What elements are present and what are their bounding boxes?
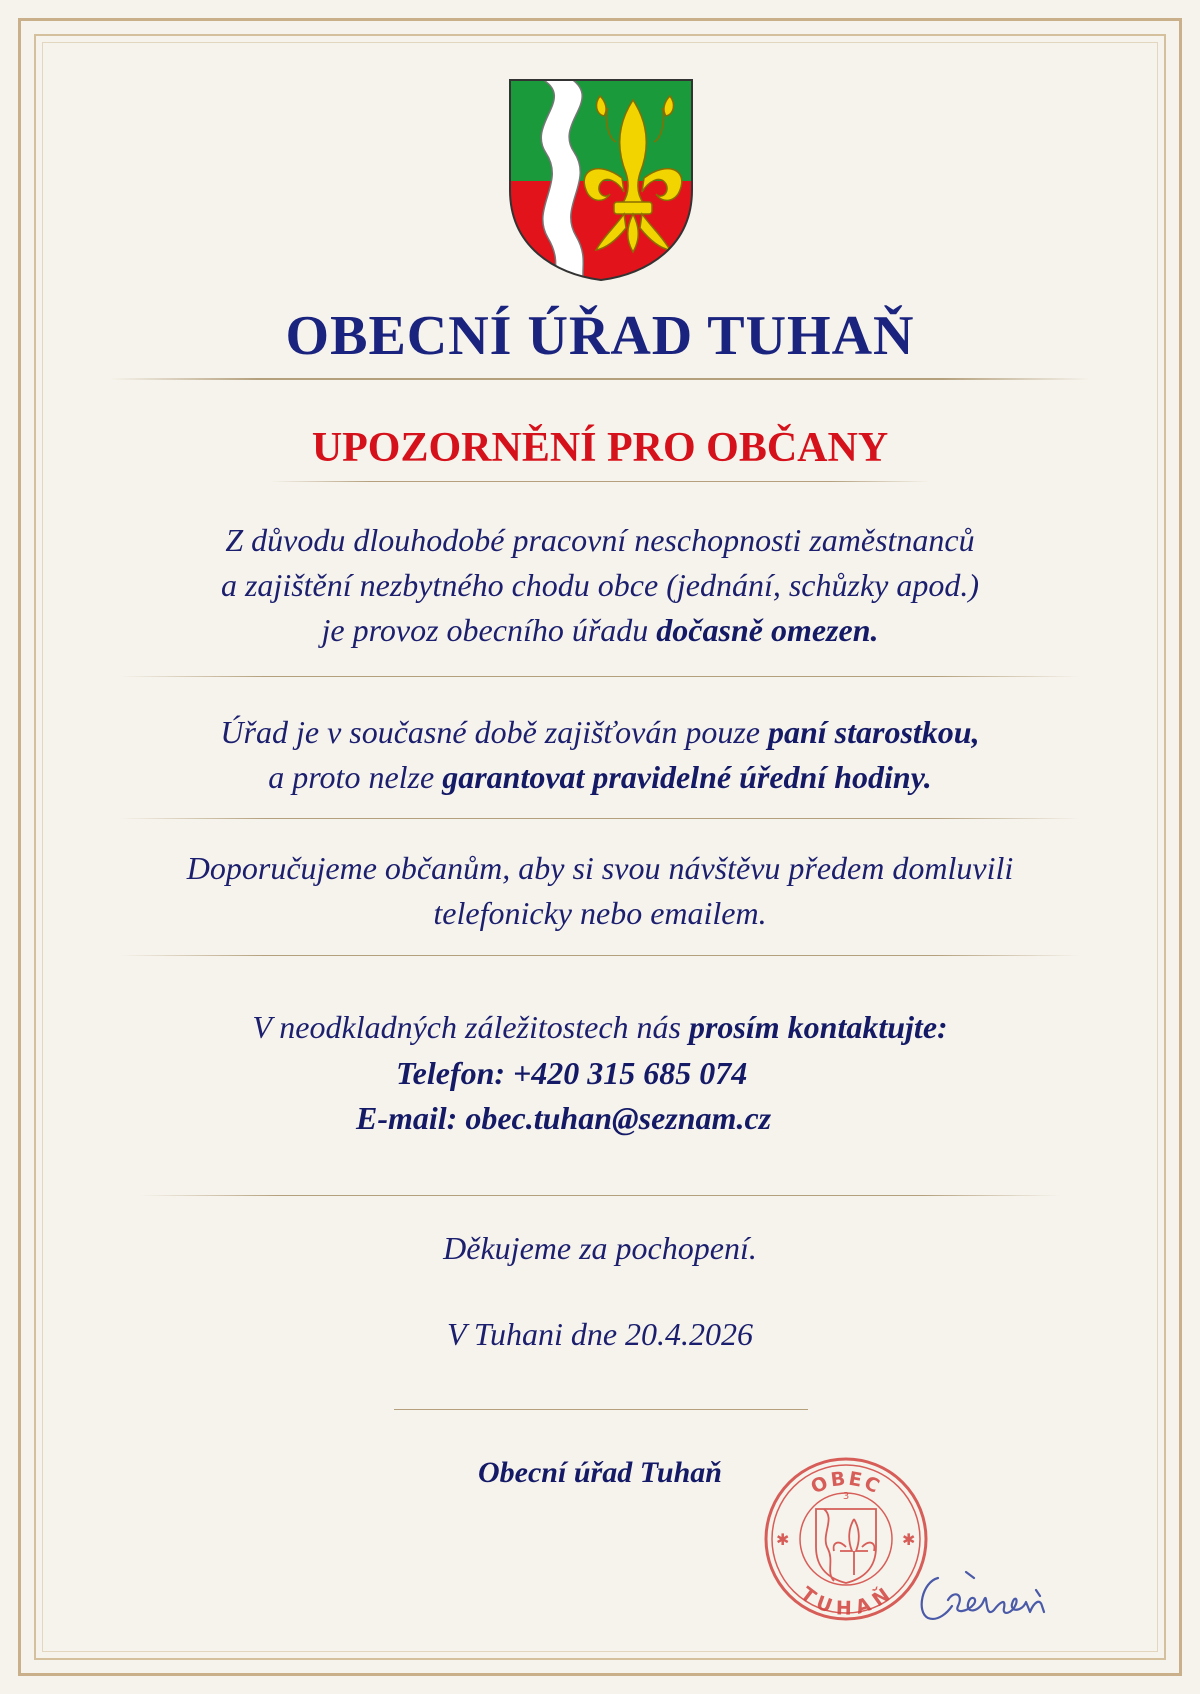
contact-phone[interactable]: Telefon: +420 315 685 074 [396,1055,748,1091]
thanks-text: Děkujeme za pochopení. [443,1230,757,1266]
paragraph1-line2: a zajištění nezbytného chodu obce (jednání, schůzky apod.) [220,567,980,603]
divider-6 [140,1195,1060,1196]
place-date-text: V Tuhani dne 20.4.2026 [446,1316,754,1352]
signatory-name: Obecní úřad Tuhaň [478,1456,722,1489]
divider-5 [120,955,1080,956]
divider-3 [120,676,1080,677]
paragraph-reduced-operation [0,518,1200,653]
contact-intro: V neodkladných záležitostech nás prosím kontaktujte: [252,1009,948,1045]
coat-of-arms-icon [508,78,694,282]
paragraph2-line2: a proto nelze garantovat pravidelné úřední hodiny. [268,759,932,795]
signature-line [394,1409,808,1410]
paragraph1-line1: Z důvodu dlouhodobé pracovní neschopnosti zaměstnanců [225,522,975,558]
emphasis-temporarily-limited: dočasně omezen. [656,612,879,648]
svg-text:✱: ✱ [776,1532,790,1549]
paragraph3-line2: telefonicky nebo emailem. [433,895,767,931]
svg-text:OBEC: OBEC [807,1467,885,1499]
divider-1 [110,378,1090,380]
svg-text:✱: ✱ [902,1532,916,1549]
divider-4 [120,818,1080,819]
paragraph3-line1: Doporučujeme občanům, aby si svou návštěvu předem domluvili [186,850,1014,886]
paragraph1-line3: je provoz obecního úřadu dočasně omezen. [321,612,879,648]
notice-title: UPOZORNĚNÍ PRO OBČANY [311,425,889,471]
handwritten-signature-icon [908,1560,1058,1630]
svg-text:TUHAŇ: TUHAŇ [796,1582,896,1620]
paragraph-mayor [0,710,1200,800]
paragraph2-line1: Úřad je v současné době zajišťován pouze paní starostkou, [220,714,980,750]
divider-2 [270,481,930,482]
official-stamp-icon [762,1455,930,1623]
paragraph-recommendation [0,846,1200,936]
office-title: OBECNÍ ÚŘAD TUHAŇ [285,305,915,367]
svg-text:3: 3 [842,1491,850,1502]
contact-email[interactable]: E-mail: obec.tuhan@seznam.cz [356,1100,772,1136]
